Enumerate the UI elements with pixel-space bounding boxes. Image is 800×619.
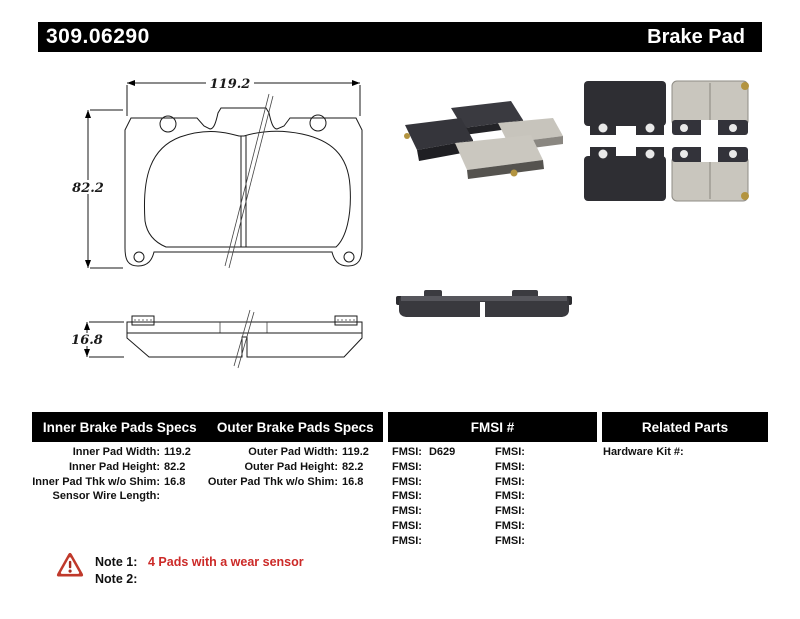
photo-pad-set-flat xyxy=(576,78,772,214)
thickness-dim-value: 16.8 xyxy=(71,333,103,348)
fmsi-row: FMSI: xyxy=(392,460,422,473)
shim-clip-left xyxy=(132,316,154,325)
pad-notch xyxy=(701,120,718,135)
title-bar xyxy=(38,22,762,52)
pad-hole xyxy=(680,150,688,158)
tab-hole-left xyxy=(134,252,144,262)
front-view-drawing xyxy=(58,66,383,306)
note1-text: 4 Pads with a wear sensor xyxy=(148,555,304,569)
photo-pad-set-perspective xyxy=(393,88,578,198)
height-dim-value: 82.2 xyxy=(72,181,104,196)
outer-specs-column xyxy=(200,445,369,489)
note1-label: Note 1: xyxy=(95,555,138,569)
fmsi-column-2 xyxy=(495,445,532,549)
side-backing-plate xyxy=(127,322,362,333)
sensor-clip-gold xyxy=(741,192,749,200)
fmsi-row: FMSI: xyxy=(495,490,525,503)
inner-specs-column xyxy=(30,445,191,504)
ear-hole-right xyxy=(310,115,326,131)
fmsi-row: FMSI: xyxy=(495,446,525,458)
pad-notch xyxy=(701,147,718,162)
part-number: 309.06290 xyxy=(46,25,150,48)
warning-icon xyxy=(56,552,84,578)
fmsi-header: FMSI # xyxy=(470,419,515,435)
photo-pad-edge-view xyxy=(394,284,574,328)
spec-row: Outer Pad Height: 82.2 xyxy=(244,460,364,473)
pad-hole xyxy=(646,124,655,133)
pad-back-plate xyxy=(584,81,666,126)
pad-edge-slot xyxy=(480,302,485,317)
pad-back-plate xyxy=(584,156,666,201)
spec-row: Inner Pad Width: 119.2 xyxy=(72,446,191,458)
pad-hole xyxy=(729,150,737,158)
fmsi-row: FMSI: xyxy=(392,519,422,532)
spec-row: Outer Pad Thk w/o Shim: 16.8 xyxy=(207,475,364,488)
sensor-clip-gold xyxy=(404,133,410,139)
outer-specs-header: Outer Brake Pads Specs xyxy=(216,419,374,435)
fmsi-row: FMSI: xyxy=(495,534,525,547)
fmsi-row: FMSI: xyxy=(392,534,422,547)
sensor-clip-gold xyxy=(741,82,749,90)
exclamation-dot xyxy=(69,570,72,573)
friction-material xyxy=(144,131,350,247)
fmsi-row: FMSI: xyxy=(392,490,422,503)
pad-hole xyxy=(646,150,655,159)
fmsi-row: FMSI: xyxy=(495,505,525,518)
spec-row: Sensor Wire Length: xyxy=(52,490,160,503)
note2-label: Note 2: xyxy=(95,572,138,586)
shim-clip-right xyxy=(335,316,357,325)
spec-row: Inner Pad Height: 82.2 xyxy=(68,460,186,473)
specs-header-bar xyxy=(32,412,383,442)
fmsi-row: FMSI: xyxy=(495,460,525,473)
fmsi-row: FMSI: xyxy=(495,519,525,532)
fmsi-header-bar xyxy=(388,412,597,442)
related-parts-header-bar xyxy=(602,412,768,442)
related-row: Hardware Kit #: xyxy=(603,446,684,458)
spec-row: Outer Pad Width: 119.2 xyxy=(248,446,369,458)
pad-hole xyxy=(729,124,737,132)
fmsi-column-1 xyxy=(392,445,455,549)
inner-specs-header: Inner Brake Pads Specs xyxy=(42,419,197,435)
fmsi-row: FMSI: xyxy=(392,505,422,518)
related-parts-column xyxy=(603,445,691,460)
tab-hole-right xyxy=(344,252,354,262)
related-parts-header: Related Parts xyxy=(641,419,729,435)
fmsi-row: FMSI: xyxy=(495,475,525,488)
sensor-clip-gold xyxy=(511,170,518,177)
pad-edge-highlight xyxy=(401,296,567,301)
exclamation-bar xyxy=(69,561,71,568)
fmsi-row: FMSI: xyxy=(392,475,422,488)
pad-hole xyxy=(599,124,608,133)
pad-hole xyxy=(599,150,608,159)
fmsi-row: FMSI: D629 xyxy=(392,446,456,458)
width-dimension xyxy=(127,76,360,116)
width-dim-value: 119.2 xyxy=(209,77,251,92)
pad-hole xyxy=(680,124,688,132)
spec-row: Inner Pad Thk w/o Shim: 16.8 xyxy=(32,475,186,488)
product-type: Brake Pad xyxy=(647,25,745,48)
height-dimension xyxy=(68,110,123,268)
side-view-drawing xyxy=(58,296,383,370)
thickness-dimension xyxy=(68,322,124,357)
